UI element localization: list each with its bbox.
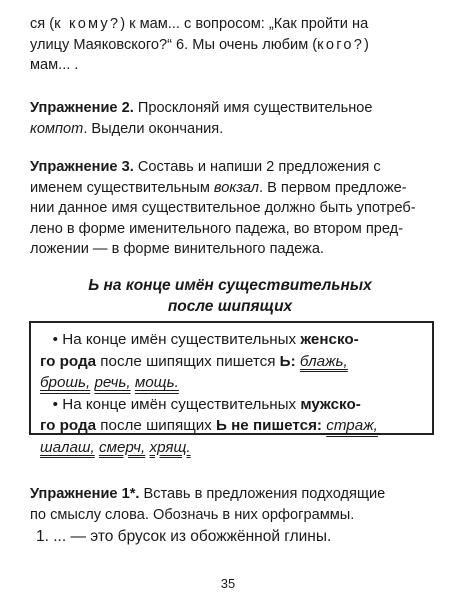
intro-line-1: ся (к кому?) к мам... с вопросом: „Как пройти на (30, 16, 369, 32)
exercise-2-line-1: Упражнение 2. Просклоняй имя существительное (30, 100, 373, 116)
rule-line-1: • На конце имён существительных женско- (52, 331, 359, 348)
intro-line-2: улицу Маяковского?“ 6. Мы очень любим (кого?) (30, 36, 369, 53)
exercise-3-line-1: Упражнение 3. Составь и напиши 2 предложения с (30, 159, 381, 175)
intro-line-3: мам... . (30, 57, 79, 73)
exercise-1-item (30, 527, 430, 548)
example-word: брошь, (40, 374, 91, 391)
rule-line-4: • На конце имён существительных мужско- (52, 395, 361, 413)
exercise-3 (30, 157, 430, 260)
word-vokzal: вокзал (213, 179, 260, 196)
exercise-1-item-1: 1. ... — это брусок из обожжённой глины. (36, 528, 332, 545)
question-kogo: кого? (317, 36, 365, 53)
exercise-2-line-2: компот. Выдели окончания. (30, 120, 224, 137)
example-word: шалаш, (40, 438, 95, 456)
exercise-1 (30, 484, 430, 525)
example-word: смерч, (98, 438, 146, 456)
exercise-2-label: Упражнение 2. (30, 100, 134, 116)
no-soft-sign-rule: Ь не пишется: (216, 417, 322, 434)
question-kom: к кому? (54, 16, 121, 32)
exercise-3-line-2: именем существительным вокзал. В первом предложе- (30, 179, 407, 196)
section-heading-line-1: Ь на конце имён существительных (88, 277, 372, 294)
exercise-1-line-2: по смыслу слова. Обозначь в них орфограммы. (30, 506, 355, 523)
word-kompot: компот (30, 120, 84, 137)
section-heading-line-2: после шипящих (167, 298, 293, 315)
section-heading (30, 275, 430, 317)
rule-line-3 (40, 372, 426, 394)
example-word: блажь, (299, 352, 348, 370)
exercise-3-line-3: нии данное имя существительное должно быть употреб- (30, 200, 416, 216)
page-number: 35 (220, 576, 236, 591)
example-word: мощь. (134, 374, 179, 391)
intro-paragraph (30, 14, 430, 76)
rule-line-5: го рода после шипящих Ь не пишется: страж, (40, 417, 378, 434)
example-word: речь, (94, 374, 131, 391)
rule-line-6 (40, 437, 426, 459)
exercise-2 (30, 98, 430, 139)
example-word: страж, (326, 417, 378, 434)
exercise-3-label: Упражнение 3. (30, 159, 134, 175)
example-word: хрящ. (149, 438, 191, 456)
rule-content (40, 329, 426, 458)
rule-line-2: го рода после шипящих пишется Ь: блажь, (40, 352, 348, 370)
exercise-1-line-1: Упражнение 1*. Вставь в предложения подходящие (30, 486, 386, 502)
exercise-3-line-5: ложении — в форме винительного падежа. (30, 241, 324, 257)
exercise-3-line-4: лено в форме именительного падежа, во втором пред- (30, 220, 404, 237)
exercise-1-label: Упражнение 1*. (30, 486, 140, 502)
bullet-2: • (52, 395, 58, 413)
bullet-1: • (52, 331, 58, 348)
soft-sign-rule: Ь: (279, 352, 296, 370)
